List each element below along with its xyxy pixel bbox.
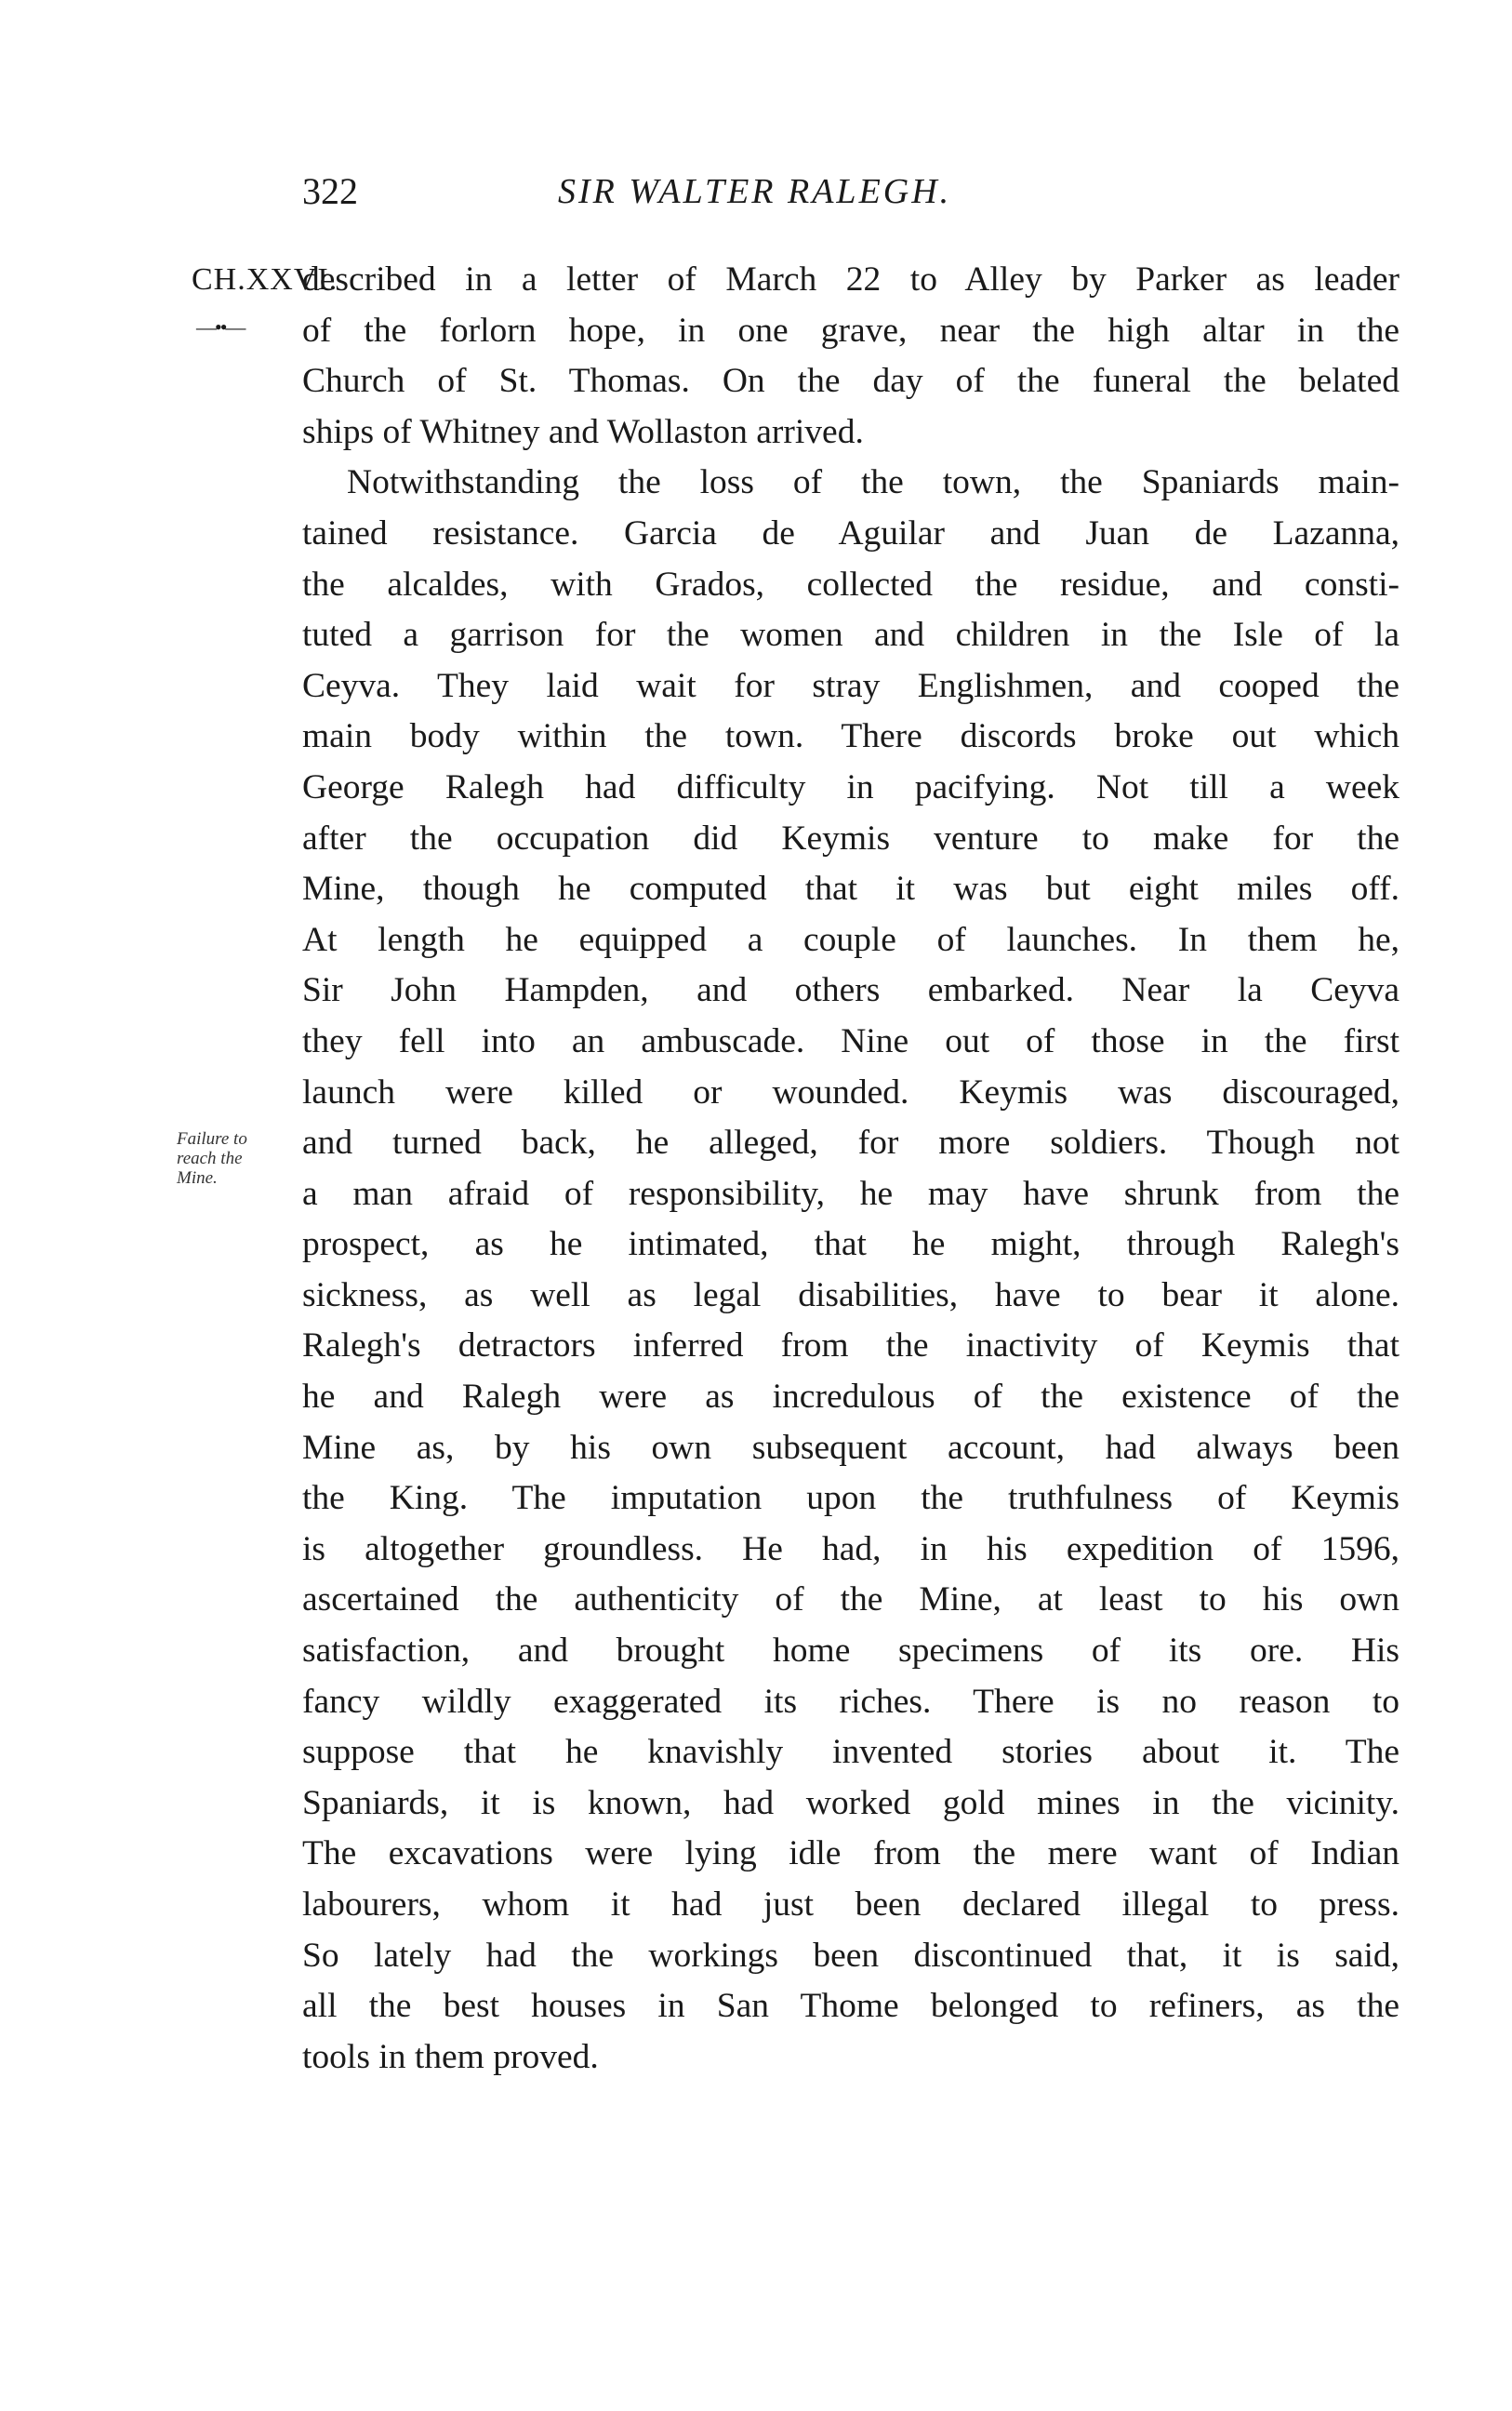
page-number: 322 <box>302 170 358 212</box>
text-line: tuted a garrison for the women and children in the Isle of la <box>302 616 1399 655</box>
text-line: a man afraid of responsibility, he may have shrunk from the <box>302 1174 1399 1213</box>
text-line: labourers, whom it had just been declared illegal to press. <box>302 1885 1399 1924</box>
text-line: they fell into an ambuscade. Nine out of those in the first <box>302 1021 1399 1060</box>
chapter-ornament: —••— <box>196 315 245 339</box>
text-line: is altogether groundless. He had, in his expedition of 1596, <box>302 1529 1399 1568</box>
text-line: fancy wildly exaggerated its riches. There is no reason to <box>302 1682 1399 1721</box>
text-line: prospect, as he intimated, that he might, through Ralegh's <box>302 1225 1399 1264</box>
text-line: Sir John Hampden, and others embarked. Near la Ceyva <box>302 971 1399 1010</box>
text-line: Spaniards, it is known, had worked gold mines in the vicinity. <box>302 1783 1399 1822</box>
text-line: Ceyva. They laid wait for stray Englishmen, and cooped the <box>302 666 1399 705</box>
text-line: the King. The imputation upon the truthfulness of Keymis <box>302 1479 1399 1518</box>
text-line: he and Ralegh were as incredulous of the existence of the <box>302 1378 1399 1417</box>
text-line: The excavations were lying idle from the mere want of Indian <box>302 1834 1399 1873</box>
margin-note-line: Failure to <box>177 1129 247 1149</box>
text-line: launch were killed or wounded. Keymis was discouraged, <box>302 1072 1399 1112</box>
margin-note <box>177 1129 279 1188</box>
text-line: tools in them proved. <box>302 2037 599 2076</box>
text-line: main body within the town. There discords broke out which <box>302 717 1399 756</box>
text-line: ascertained the authenticity of the Mine, at least to his own <box>302 1580 1399 1619</box>
text-line: So lately had the workings been discontinued that, it is said, <box>302 1936 1399 1975</box>
text-line: the alcaldes, with Grados, collected the residue, and consti- <box>302 565 1399 604</box>
text-line: described in a letter of March 22 to Alley by Parker as leader <box>302 260 1399 299</box>
running-title: SIR WALTER RALEGH. <box>558 172 952 211</box>
text-line: George Ralegh had difficulty in pacifying. Not till a week <box>302 767 1399 806</box>
text-line: Church of St. Thomas. On the day of the funeral the belated <box>302 362 1399 401</box>
text-line: and turned back, he alleged, for more soldiers. Though not <box>302 1124 1399 1163</box>
margin-note-line: Mine. <box>177 1168 218 1188</box>
text-line: tained resistance. Garcia de Aguilar and Juan de Lazanna, <box>302 513 1399 553</box>
margin-note-line: reach the <box>177 1149 243 1168</box>
text-line: Ralegh's detractors inferred from the inactivity of Keymis that <box>302 1326 1399 1365</box>
text-line: after the occupation did Keymis venture to make for the <box>302 819 1399 858</box>
text-line: At length he equipped a couple of launches. In them he, <box>302 920 1399 959</box>
text-line: Notwithstanding the loss of the town, the Spaniards main- <box>347 463 1399 502</box>
text-line: Mine as, by his own subsequent account, had always been <box>302 1428 1399 1467</box>
text-line: suppose that he knavishly invented stories about it. The <box>302 1733 1399 1772</box>
text-line: sickness, as well as legal disabilities, have to bear it alone. <box>302 1275 1399 1314</box>
text-line: of the forlorn hope, in one grave, near the high altar in the <box>302 311 1399 350</box>
text-line: Mine, though he computed that it was but eight miles off. <box>302 870 1399 909</box>
chapter-marker: CH.XXVI. <box>192 262 338 297</box>
text-line: all the best houses in San Thome belonged to refiners, as the <box>302 1987 1399 2026</box>
text-line: ships of Whitney and Wollaston arrived. <box>302 412 864 451</box>
text-line: satisfaction, and brought home specimens of its ore. His <box>302 1632 1399 1671</box>
body-text <box>302 255 1399 2083</box>
